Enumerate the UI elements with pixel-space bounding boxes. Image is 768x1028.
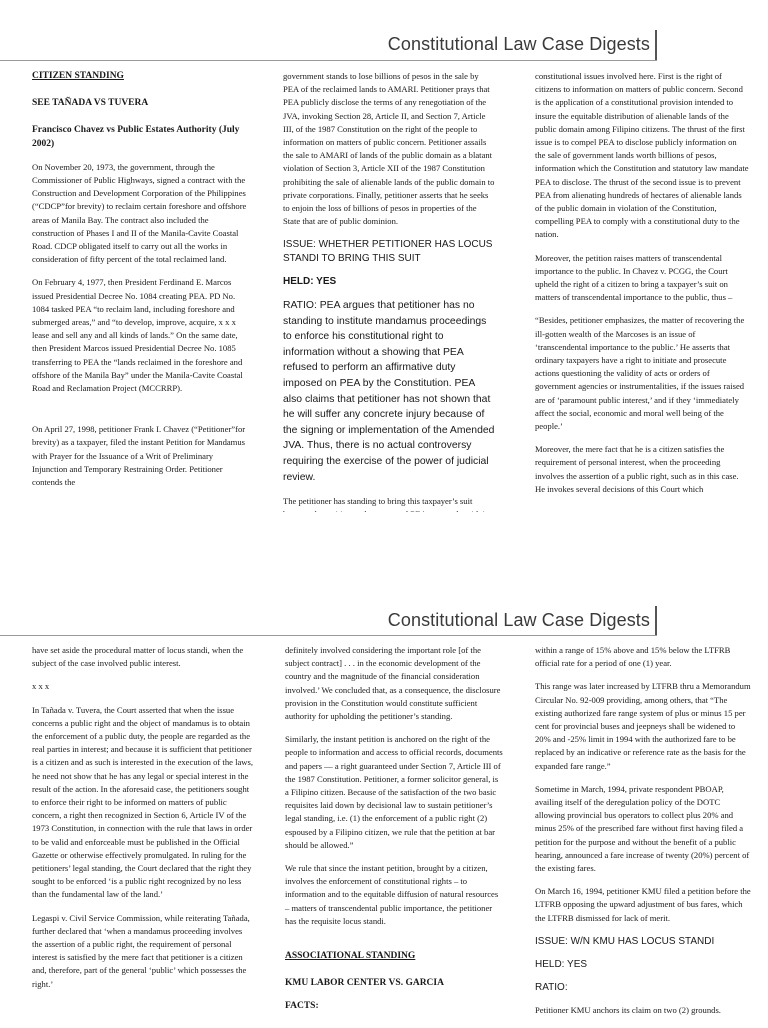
paragraph: “Besides, petitioner emphasizes, the matter of recovering the ill-gotten wealth of the Marcoses is an issue of ‘transcendental importance to the public.’ He asserts that ordinary taxpayers have a right to initiate and prosecute actions questioning the validity of acts or orders of government agencies or instrumentalities, if the issues raised are of ‘paramount public interest,’ and if they ‘immediately affect the social, economic and moral well being of the people.’ [535,315,745,432]
paragraph: In Tañada v. Tuvera, the Court asserted that when the issue concerns a public right and the object of mandamus is to obtain the enforcement of a public duty, the people are regarded as the real parties in interest; and because it is sufficient that petitioner is a citizen and as such is interested in the execution of the laws, he need not show that he has any legal or special interest in the result of the action. In the aforesaid case, the petitioners sought to enforce their right to be informed on matters of public concern, a right then recognized in Section 6, Article IV of the 1973 Constitution, in connection with the rule that laws in order to be valid and enforceable must be published in the Official Gazette or otherwise effectively promulgated. In ruling for the petitioners’ legal standing, the Court declared that the right they sought to be enforced ‘is a public right recognized by no less than the fundamental law of the land.’ [32,704,253,900]
section-heading: CITIZEN STANDING [32,71,124,81]
paragraph: On March 16, 1994, petitioner KMU filed a petition before the LTFRB opposing the upward adjustment of bus fares, which the LTFRB dismissed for lack of merit. [535,886,751,923]
paragraph: On April 27, 1998, petitioner Frank I. Chavez (“Petitioner”for brevity) as a taxpayer, filed the instant Petition for Mandamus with Prayer for the Issuance of a Writ of Preliminary Injunction and Temporary Restraining Order. Petitioner contends the [32,424,246,488]
paragraph: government stands to lose billions of pesos in the sale by PEA of the reclaimed lands to AMARI. Petitioner prays that PEA publicly disclose the terms of any renegotiation of the JVA, invoking Section 28, Article II, and Section 7, Article III, of the 1987 Constitution on the right of the people to information on matters of public concern. Petitioner assails the sale to AMARI of lands of the public domain as a blatant violation of Section 3, Article XII of the 1987 Constitution prohibiting the sale of alienable lands of the public domain to private corporations. Finally, petitioner asserts that he seeks to enjoin the loss of billions of pesos in properties of the State that are of public dominion. [283,71,495,227]
paragraph: have set aside the procedural matter of locus standi, when the subject of the case involved public interest. [32,645,244,669]
page-gap [0,512,768,606]
header-rule [0,635,657,636]
ratio-label: RATIO: [535,982,568,994]
ellipsis-marker: x x x [32,681,50,692]
paragraph: Sometime in March, 1994, private respondent PBOAP, availing itself of the deregulation policy of the DOTC allowing provincial bus operators to collect plus 20% and minus 25% of the prescribed fare without first having filed a petition for the purpose and without the benefit of a public hearing, announced a fare increase of twenty (20%) percent of the existing fares. [535,783,750,874]
header-title: Constitutional Law Case Digests [387,610,650,630]
paragraph: Moreover, the petition raises matters of transcendental importance to the public. In Chavez v. PCGG, the Court upheld the right of a citizen to bring a taxpayer’s suit on matters of transcendental importance to the public, thus – [535,252,733,303]
paragraph: constitutional issues involved here. First is the right of citizens to information on matters of public concern. Second is the application of a constitutional provision intended to insure the equitable distribution of alienable lands of the public domain among Filipino citizens. The thrust of the first issue is to compel PEA to disclose publicly information on the sale of government lands worth billions of pesos, information which the Constitution and statutory law mandate PEA to disclose. The thrust of the second issue is to prevent PEA from alienating hundreds of hectares of alienable lands of the public domain in violation of the Constitution, compelling PEA to comply with a constitutional duty to the nation. [535,71,749,240]
ratio-paragraph: RATIO: PEA argues that petitioner has no standing to institute mandamus proceedings to enforce his constitutional right to information without a showing that PEA refused to perform an affirmative duty imposed on PEA by the Constitution. PEA also claims that petitioner has not shown that he will suffer any concrete injury because of the signing or implementation of the Amended JVA. Thus, there is no actual controversy requiring the exercise of the power of judicial review. [283,300,495,483]
see-reference: SEE TAÑADA VS TUVERA [32,98,149,109]
paragraph: This range was later increased by LTFRB thru a Memorandum Circular No. 92-009 providing, among others, that “The existing authorized fare range system of plus or minus 15 per cent for provincial buses and jeepneys shall be widened to 20% and -25% limit in 1994 with the authorized fare to be replaced by an indicative or reference rate as the basis for the expanded fare range.” [535,681,751,771]
header-rule [0,60,657,61]
facts-label: FACTS: [285,1001,319,1012]
document-page-1 [0,0,768,512]
page1-column-2 [283,70,495,545]
issue-line: ISSUE: WHETHER PETITIONER HAS LOCUS STANDI TO BRING THIS SUIT [283,239,493,264]
case-title: Francisco Chavez vs Public Estates Authority (July 2002) [32,125,240,149]
paragraph: Similarly, the instant petition is anchored on the right of the people to information and access to official records, documents and papers — a right guaranteed under Section 7, Article III of the 1987 Constitution. Petitioner, a former solicitor general, is a Filipino citizen. Because of the satisfaction of the two basic requisites laid down by decisional law to sustain petitioner’s legal standing, i.e. (1) the enforcement of a public right (2) espoused by a Filipino citizen, we rule that the petition at bar should be allowed.” [285,734,503,850]
page1-column-1 [32,70,250,499]
header-bar [655,30,657,60]
paragraph: Legaspi v. Civil Service Commission, while reiterating Tañada, further declared that ‘when a mandamus proceeding involves the assertion of a public right, the requirement of personal interest is satisfied by the mere fact that petitioner is a citizen and, therefore, part of the general ‘public’ which possesses the right.’ [32,912,250,989]
header-title: Constitutional Law Case Digests [387,34,650,54]
document-page-2 [0,606,768,1024]
page2-column-1 [32,644,254,1001]
paragraph: definitely involved considering the important role [of the subject contract] . . . in the economic development of the country and the magnitude of the financial consideration involved.’ We concluded that, as a consequence, the disclosure provision in the Constitution would constitute sufficient authority for upholding the petitioner’s standing. [285,645,501,722]
issue-line: ISSUE: W/N KMU HAS LOCUS STANDI [535,935,715,947]
held-line: HELD: YES [283,275,337,287]
paragraph: Moreover, the mere fact that he is a citizen satisfies the requirement of personal interest, when the proceeding involves the assertion of a public right, such as in this case. He invokes several decisions of this Court which [535,444,739,494]
header-bar [655,606,657,636]
page2-column-3 [535,644,751,1028]
paragraph: On February 4, 1977, then President Ferdinand E. Marcos issued Presidential Decree No. 1084 creating PEA. PD No. 1084 tasked PEA “to reclaim land, including foreshore and submerged areas,” and “to develop, improve, acquire, x x x lease and sell any and all kinds of lands.” On the same date, then President Marcos issued Presidential Decree No. 1085 transferring to PEA the “lands reclaimed in the foreshore and offshore of the Manila Bay” under the Manila-Cavite Coastal Road and Reclamation Project (MCCRRP). [32,277,243,394]
held-line: HELD: YES [535,959,588,971]
page1-column-3 [535,70,749,506]
paragraph: We rule that since the instant petition, brought by a citizen, involves the enforcement of constitutional rights – to information and to the equitable diffusion of natural resources – matters of transcendental public importance, the petitioner has the requisite locus standi. [285,863,499,926]
section-heading: ASSOCIATIONAL STANDING [285,951,416,962]
page2-column-2 [285,644,503,1024]
paragraph: The petitioner has standing to bring this taxpayer’s suit [283,496,473,507]
paragraph: Petitioner KMU anchors its claim on two (2) grounds. [535,1005,721,1016]
paragraph: On November 20, 1973, the government, through the Commissioner of Public Highways, signed a contract with the Construction and Development Corporation of the Philippines (“CDCP”for brevity) to reclaim certain foreshore and offshore areas of Manila Bay. The contract also included the construction of Phases I and II of the Manila-Cavite Coastal Road. CDCP obligated itself to carry out all the works in consideration of fifty percent of the total reclaimed land. [32,161,247,265]
case-title: KMU LABOR CENTER VS. GARCIA [285,978,444,989]
paragraph: within a range of 15% above and 15% below the LTFRB official rate for a period of one (1) year. [535,645,731,669]
